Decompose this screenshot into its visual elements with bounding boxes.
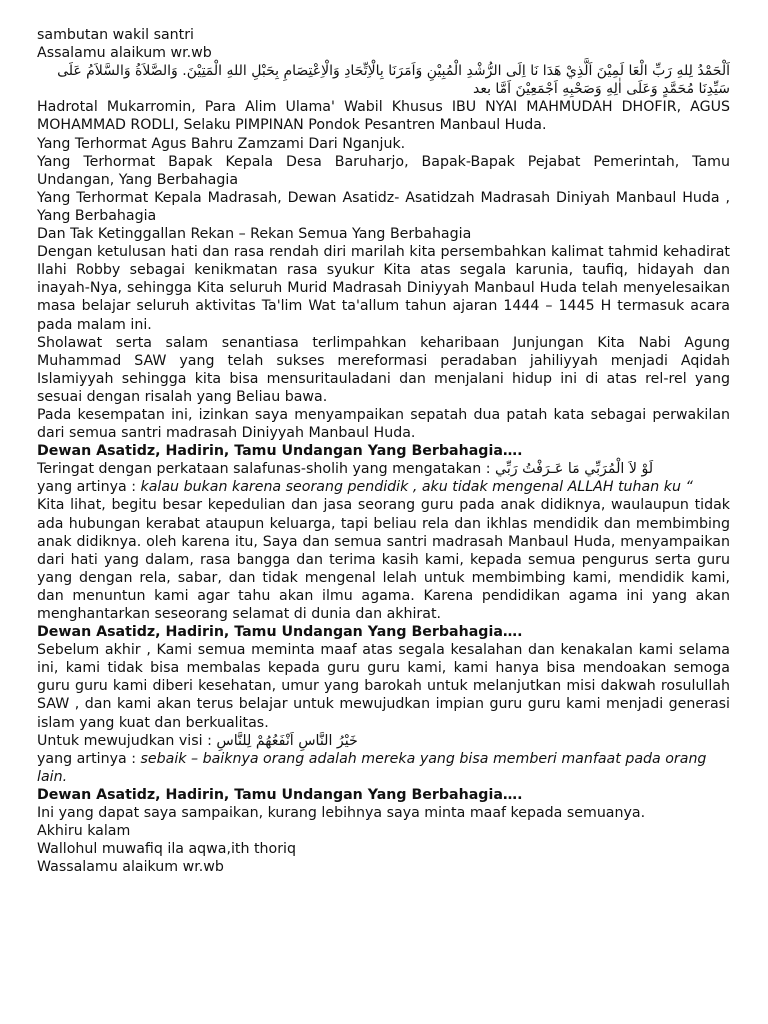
document-title-line: sambutan wakil santri [37,27,194,43]
quote-1-arabic: لَوْ لاَ الْمُرَبِّي مَا عَـرَفْتُ رَبِّي [495,461,654,478]
quote-2-line [37,732,730,750]
section-heading-2: Dewan Asatidz, Hadirin, Tamu Undangan Yang Berbahagia…. [37,624,523,641]
closing-line-1: Akhiru kalam [37,823,131,840]
body-paragraph-closing: Ini yang dapat saya sampaikan, kurang lebihnya saya minta maaf kepada semuanya. [37,805,646,822]
salam-opening: Assalamu alaikum wr.wb [37,45,212,62]
body-paragraph-apology: Sebelum akhir , Kami semua meminta maaf atas segala kesalahan dan kenakalan kami selama ini, kami tidak bisa membalas kepada guru guru kami, kami hanya bisa mendoakan semoga guru guru kami diberi kesehatan, umur yang barokah untuk melanjutkan misi dakwah rosulullah SAW , dan kami akan terus belajar untuk mewujudkan impian guru guru kami menjadi generasi islam yang kuat dan berkualitas. [37,642,730,731]
body-paragraph-teachers: Kita lihat, begitu besar kepedulian dan jasa seorang guru pada anak didiknya, waulaupun tidak ada hubungan kerabat ataupun keluarga, tapi beliau rela dan ikhlas mendidik dan membimbing anak didiknya. oleh karena itu, Saya dan semua santri madrasah Manbaul Huda, menyampaikan dari hati yang dalam, rasa bangga dan terima kasih kami, kepada semua pengurus serta guru yang dengan rela, sabar, dan tidak mengenal lelah untuk membimbing kami, mendidik kami, dan menuntun kami agar tahu akan ilmu agama. Karena pendidikan agama ini yang akan menghantarkan seseorang selamat di dunia dan akhirat. [37,497,730,622]
closing-salam: Wassalamu alaikum wr.wb [37,859,224,876]
body-paragraph-sholawat: Sholawat serta salam senantiasa terlimpahkan keharibaan Junjungan Kita Nabi Agung Muhammad SAW yang telah sukses mereformasi peradaban jahiliyyah menjadi Aqidah Islamiyyah sehingga kita bisa mensuritauladani dan menjalani hidup ini di atas rel-rel yang sesuai dengan risalah yang Beliau bawa. [37,334,730,405]
body-paragraph-tahmid: Dengan ketulusan hati dan rasa rendah diri marilah kita persembahkan kalimat tahmid kehadirat Ilahi Robby sebagai kenikmatan rasa syukur Kita atas segala karunia, taufiq, hidayah dan inayah-Nya, sehingga Kita seluruh Murid Madrasah Diniyyah Manbaul Huda telah menyelesaikan masa belajar seluruh aktivitas Ta'lim Wat ta'allum tahun ajaran 1444 – 1445 H termasuk acara pada malam ini. [37,244,730,333]
section-heading-3: Dewan Asatidz, Hadirin, Tamu Undangan Yang Berbahagia…. [37,786,523,803]
greeting-paragraph-5: Dan Tak Ketinggallan Rekan – Rekan Semua Yang Berbahagia [37,226,472,243]
quote-1-meaning-prefix: yang artinya : [37,479,141,496]
quote-2-meaning-line [37,750,730,786]
section-heading-1: Dewan Asatidz, Hadirin, Tamu Undangan Yang Berbahagia…. [37,443,523,460]
quote-1-meaning: kalau bukan karena seorang pendidik , aku tidak mengenal ALLAH tuhan ku “ [140,479,693,496]
greeting-paragraph-4: Yang Terhormat Kepala Madrasah, Dewan Asatidz- Asatidzah Madrasah Diniyah Manbaul Huda , Yang Berbahagia [37,189,730,224]
quote-1-intro: Teringat dengan perkataan salafunas-sholih yang mengatakan : [37,461,496,478]
quote-2-arabic: خَيْرُ النَّاسِ اَنْفَعُهُمْ لِلنَّاسِ [216,732,358,749]
greeting-paragraph-1: Hadrotal Mukarromin, Para Alim Ulama' Wabil Khusus IBU NYAI MAHMUDAH DHOFIR, AGUS MOHAMMAD RODLI, Selaku PIMPINAN Pondok Pesantren Manbaul Huda. [37,99,730,134]
quote-1-meaning-line [37,478,730,496]
quote-1-line [37,460,730,478]
quote-2-meaning: sebaik – baiknya orang adalah mereka yang bisa memberi manfaat pada orang lain. [37,750,707,785]
arabic-opening-prayer: اَلْحَمْدُ لِلهِ رَبِّ الْعَا لَمِيْنَ اَلَّذِيْ هَدَا نَا اِلَى الرُّشْدِ الْمُبِيْنِ وَاَمَرَنَا بِالْاِتِّحَادِ وَالْاِعْتِصَامِ بِحَبْلِ اللهِ الْمَتِيْنَ. وَالصَّلاَةُ وَالسَّلاَمُ عَلَى سَيِّدِنَا مُحَمَّدٍ وَعَلَى اٰلِهِ وَصَحْبِهِ اَجْمَعِيْنَ اَمَّا بعد [57,63,730,98]
quote-2-intro: Untuk mewujudkan visi : [37,732,217,749]
quote-2-meaning-prefix: yang artinya : [37,750,141,767]
greeting-paragraph-3: Yang Terhormat Bapak Kepala Desa Baruharjo, Bapak-Bapak Pejabat Pemerintah, Tamu Undangan, Yang Berbahagia [37,153,730,188]
body-paragraph-intro: Pada kesempatan ini, izinkan saya menyampaikan sepatah dua patah kata sebagai perwakilan dari semua santri madrasah Diniyyah Manbaul Huda. [37,406,730,442]
closing-line-2: Wallohul muwafiq ila aqwa,ith thoriq [37,841,296,858]
greeting-paragraph-2: Yang Terhormat Agus Bahru Zamzami Dari Nganjuk. [37,135,406,152]
